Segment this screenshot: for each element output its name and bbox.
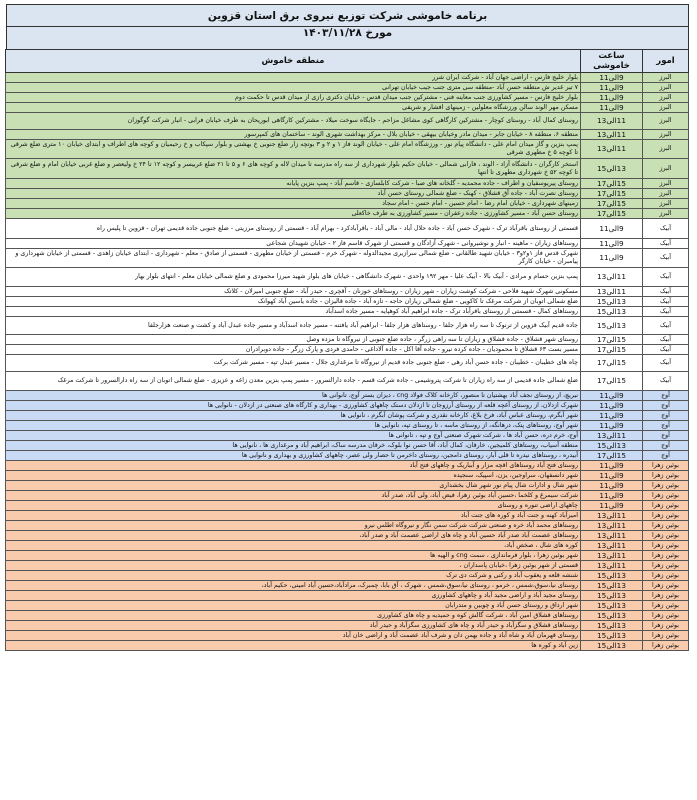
row-time: 9الی11: [581, 249, 643, 268]
table-row: [6, 571, 689, 581]
row-city: آوج: [643, 431, 689, 441]
row-area: قسمتی از روستای باقرآباد ترک - شهرک حسن آباد - جاده حلال آباد - مالی آباد - باقرآبادکرد - بهرام آباد - قسمتی از روستای مرزیتی - ضلع جنوبی جاده قدیمی تهران - قزوین تا پلیس راه: [6, 219, 581, 239]
row-time: 9الی11: [581, 103, 643, 113]
row-area: بلوار خلیج فارس - اراضی جهان آباد - شرکت ایران شرر: [6, 73, 581, 83]
table-row: [6, 611, 689, 621]
table-row: [6, 461, 689, 471]
table-row: [6, 93, 689, 103]
row-city: بوئین زهرا: [643, 461, 689, 471]
table-row: [6, 631, 689, 641]
row-city: بوئین زهرا: [643, 521, 689, 531]
page-title: برنامه خاموشی شرکت توزیع نیروی برق استان قزوین: [6, 4, 689, 26]
table-row: [6, 307, 689, 317]
table-row: [6, 481, 689, 491]
row-time: 9الی11: [581, 471, 643, 481]
row-time: 15الی17: [581, 345, 643, 355]
row-city: بوئین زهرا: [643, 611, 689, 621]
row-time: 15الی17: [581, 335, 643, 345]
table-row: [6, 103, 689, 113]
row-time: 13الی15: [581, 441, 643, 451]
row-area: چاههای اراضی تنوره و روستای: [6, 501, 581, 511]
table-row: [6, 531, 689, 541]
row-area: روستای نیا،سوق،شمس ، خرمو ، روستای نیا،سوق،شمس ، شهرک ، آق بابا، چمبرک، مرادآباد،حسین آباد امینی، حکیم آباد،: [6, 581, 581, 591]
row-city: بوئین زهرا: [643, 541, 689, 551]
row-city: آبیک: [643, 355, 689, 372]
row-city: البرز: [643, 93, 689, 103]
row-city: البرز: [643, 140, 689, 159]
row-area: چاه های خطیبان - خطیبان - جاده حسن آباد رهی - ضلع جنوبی جاده قدیم از نیروگاه تا مرغداری جلال - مسیر عبدل تپه - مسیر شرکت برکت: [6, 355, 581, 372]
row-time: 11الی13: [581, 531, 643, 541]
row-city: البرز: [643, 73, 689, 83]
row-city: البرز: [643, 159, 689, 179]
row-time: 9الی11: [581, 83, 643, 93]
row-area: قسمتی از شهر بوئین زهرا ،خیابان پاسداران ،: [6, 561, 581, 571]
row-city: بوئین زهرا: [643, 601, 689, 611]
row-time: 13الی15: [581, 601, 643, 611]
table-row: [6, 345, 689, 355]
schedule-sheet: [6, 4, 689, 651]
table-row: [6, 317, 689, 335]
row-time: 9الی11: [581, 421, 643, 431]
table-row: [6, 113, 689, 130]
header-area: منطقه خاموش: [6, 50, 581, 73]
row-time: 13الی15: [581, 297, 643, 307]
table-row: [6, 511, 689, 521]
row-area: روستای مجید آباد و اراضی مجید آباد و چاههای کشاورزی: [6, 591, 581, 601]
row-city: بوئین زهرا: [643, 641, 689, 651]
row-area: استخر کارگران - دانشگاه آزاد - الوند ، فارابی شمالی - خیابان حکیم بلوار شهرداری از سه راه مدرسه تا میدان لاله و کوچه های ۶ و ۵ تا ۲۱ ضلع غربیسر و کوچه ۱۲ تا ۲۴ خ ولیعصر و ضلع غربی خیابان امام و ضلع شرقی تا کوچه ۵۲ خ شهرداری مطهری تا انتها: [6, 159, 581, 179]
row-time: 11الی13: [581, 287, 643, 297]
table-row: [6, 249, 689, 268]
row-city: آبیک: [643, 317, 689, 335]
table-row: [6, 411, 689, 421]
table-row: [6, 209, 689, 219]
row-area: ۷ تیر غدیر ش منطقه حسن آباد -منطقه سی متری جنب جیب خیابان تهرانی: [6, 83, 581, 93]
row-city: آبیک: [643, 249, 689, 268]
row-city: آبیک: [643, 372, 689, 391]
row-time: 9الی11: [581, 73, 643, 83]
row-time: 15الی17: [581, 451, 643, 461]
row-city: آوج: [643, 421, 689, 431]
row-time: 15الی17: [581, 199, 643, 209]
table-body: [6, 73, 689, 651]
row-area: روستاهای محمد آباد خره و صنعتی شرکت شرکت سمن نگار و نیروگاه اطلس نیرو: [6, 521, 581, 531]
row-city: البرز: [643, 103, 689, 113]
row-area: امیرآباد کهنه و جنت آباد و کوره های جنت آباد: [6, 511, 581, 521]
table-row: [6, 83, 689, 93]
row-city: بوئین زهرا: [643, 631, 689, 641]
table-row: [6, 451, 689, 461]
row-time: 9الی11: [581, 491, 643, 501]
table-row: [6, 130, 689, 140]
table-row: [6, 401, 689, 411]
table-row: [6, 179, 689, 189]
row-area: مسکن مهر الوند سالن ورزشگاه معلولین - زمینهای افشار و شریفی: [6, 103, 581, 113]
row-city: آوج: [643, 391, 689, 401]
row-area: روستاهای کمال - قسمتی از روستای باقرآباد ترک - جاده ابراهیم آباد کوهپایه - مسیر جاده اسدآباد: [6, 307, 581, 317]
row-area: مسیر بست ۶۳ قشلاق تا محمودیان - جاده کرده نیرو - جاده آقا اکل - جاده آلاداغی - حامدی فردی و پارک زرگر - جاده دوبرادران: [6, 345, 581, 355]
row-area: نیریچ، از روستای نجف آباد بهشتیان تا منصور، کارخانه کلاک فولاد cng ، دیزان بستر آوج، تانوانی ها: [6, 391, 581, 401]
row-time: 15الی17: [581, 209, 643, 219]
row-city: بوئین زهرا: [643, 581, 689, 591]
row-city: بوئین زهرا: [643, 511, 689, 521]
table-row: [6, 268, 689, 287]
row-time: 11الی13: [581, 521, 643, 531]
row-city: آبیک: [643, 268, 689, 287]
row-time: 11الی13: [581, 561, 643, 571]
row-city: آبیک: [643, 345, 689, 355]
row-area: جاده قدیم آبیک قزوین از ترنوک تا سه راه هزار جلفا - روستاهای هزار جلفا - ابراهیم آباد یافتنه - مسیر جاده اسدآباد و مسیر جاده عبدل آباد و کشت و صنعت هزارجلفا: [6, 317, 581, 335]
row-city: بوئین زهرا: [643, 621, 689, 631]
row-city: البرز: [643, 189, 689, 199]
row-city: البرز: [643, 83, 689, 93]
row-area: منطقه آسیاب، روستاهای کلمیجین، خارقان، کمال آباد، آقا حسن نوا بلوک، خرقان مدرسه ساک، ابراهیم آباد و مرغداری ها ، نانوایی ها: [6, 441, 581, 451]
row-time: 11الی13: [581, 551, 643, 561]
row-area: روستای پیریوسفیان و اطراف - جاده محمدیه - گلخانه های صبا - شرکت کابلسازی - قاسم آباد - پمپ بنزین پایانه: [6, 179, 581, 189]
header-time: ساعت خاموشی: [581, 50, 643, 73]
row-time: 11الی13: [581, 113, 643, 130]
row-time: 13الی15: [581, 581, 643, 591]
row-city: بوئین زهرا: [643, 551, 689, 561]
row-city: البرز: [643, 199, 689, 209]
row-time: 15الی17: [581, 372, 643, 391]
row-time: 15الی17: [581, 179, 643, 189]
outage-table: [5, 49, 689, 651]
date-label: مورخ: [365, 27, 393, 39]
row-area: روستاهای عصمت آباد صدر آباد حسین آباد و چاه های اراضی عصمت آباد و صدر آباد،: [6, 531, 581, 541]
row-time: 15الی17: [581, 355, 643, 372]
table-row: [6, 159, 689, 179]
row-city: آبیک: [643, 239, 689, 249]
row-area: زمینهای شهرداری - خیابان امام رضا - امام حسین - امام حسن - امام سجاد: [6, 199, 581, 209]
row-city: بوئین زهرا: [643, 571, 689, 581]
row-area: کوره های شال ، صخص آباد،: [6, 541, 581, 551]
row-time: 9الی11: [581, 239, 643, 249]
row-time: 13الی15: [581, 571, 643, 581]
row-city: آبیک: [643, 287, 689, 297]
row-time: 9الی11: [581, 401, 643, 411]
row-city: آبیک: [643, 297, 689, 307]
table-row: [6, 287, 689, 297]
row-city: البرز: [643, 113, 689, 130]
row-area: روستای نصرت آباد - جاده آق قشلاق - کهنک - ضلع شمالی روستای حسن آباد: [6, 189, 581, 199]
row-area: روستای حسن آباد - مسیر کشاورزی - جاده زعفران - مسیر کشاورزی به طرف خاکعلی: [6, 209, 581, 219]
row-city: بوئین زهرا: [643, 471, 689, 481]
row-area: شهرک قدس فاز ۱و۲و۳ - خیابان شهید طالقانی - ضلع شمالی سرازیری مجیدالدوله - شهرک خرم - قسمتی از خیابان مطهری - قسمتی از صادق - معلم - شهرداری - ابتدای خیابان زاهدی - قسمتی از خیابان شهرداری و پیامبران - خیابان کارگر: [6, 249, 581, 268]
date-line: [6, 26, 689, 49]
row-area: شنشه قلعه و یعقوب آباد و رکنی و شرکت دی ترک: [6, 571, 581, 581]
row-time: 9الی11: [581, 481, 643, 491]
row-time: 13الی15: [581, 641, 643, 651]
row-time: 9الی11: [581, 391, 643, 401]
table-header-row: [6, 50, 689, 73]
row-area: ضلع شمالی جاده قدیمی از سه راه زیاران تا شرکت پتروشیمی - جاده شرکت قسم - جاده دارالسرور - مسیر پمپ بنزین معدن زاغه و عزیزی - ضلع شمالی اتوبان از سه راه دارالسرور تا شرکت مرغک: [6, 372, 581, 391]
table-row: [6, 73, 689, 83]
row-area: پمپ بنزین حسام و مرادی - آبیک بالا - آبیک علیا - مهر ۱۹۲ واحدی - شهرک دانشگاهی - خیابان های بلوار شهید میرزا محمودی و ضلع شمالی خیابان معلم - انتهای بلوار بهار: [6, 268, 581, 287]
row-city: البرز: [643, 179, 689, 189]
row-time: 11الی13: [581, 431, 643, 441]
row-area: منطقه ۶، منطقه ۸ - خیابان جابر - میدان مادر وخیابان بیهقی - خیابان بلال - مرکز بهداشت شهری الوند - ساختمان های کمپرسور: [6, 130, 581, 140]
table-row: [6, 140, 689, 159]
table-row: [6, 372, 689, 391]
row-area: شهر آوج، روستاهای پتک، درهانگه، از روستای ماسه ، تا روستای تپه، نانوایی ها: [6, 421, 581, 431]
table-row: [6, 431, 689, 441]
row-city: بوئین زهرا: [643, 481, 689, 491]
row-area: روستای قهرمان آباد و شاه آباد و جاده بهمن دان و شرف آباد عصمت آباد و اراضی خان آباد: [6, 631, 581, 641]
row-area: روستاهای قشلاق امین آباد ، شرکت گالش کوه و حمیدیه و چاه های کشاورزی: [6, 611, 581, 621]
row-area: روستای شهر قشلاق - جاده قشلاق و زیاران تا سه راهی زرگر ، جاده ضلع جنوبی از نیروگاه تا مزده وصل: [6, 335, 581, 345]
table-row: [6, 189, 689, 199]
row-time: 13الی15: [581, 591, 643, 601]
row-area: ضلع شمالی اتوبان از شرکت مرغک تا کاکویی - ضلع شمالی زیاران حاجه - تازه آباد - جاده قالیزان - جاده یاسین آباد کهوانک: [6, 297, 581, 307]
row-city: آوج: [643, 401, 689, 411]
row-city: بوئین زهرا: [643, 531, 689, 541]
row-area: شرکت سیمرغ و کلخما ،حسین آباد بوئین زهرا، فیض آباد، ولی آباد، صدر آباد: [6, 491, 581, 501]
row-city: آوج: [643, 451, 689, 461]
row-city: آبیک: [643, 219, 689, 239]
row-area: آبیدره ، روستاهای نیدره تا قلی آبار، روستای دامجین، روستای داخرمن تا حصار ولی عصر، چاههای کشاورزی و بهداری و نانوایی ها: [6, 451, 581, 461]
row-time: 13الی15: [581, 317, 643, 335]
row-time: 11الی13: [581, 268, 643, 287]
row-city: بوئین زهرا: [643, 561, 689, 571]
row-time: 9الی11: [581, 461, 643, 471]
table-row: [6, 239, 689, 249]
row-area: مسکونی شهرک شهید فلاحی - شرکت کوشت زیاران - شهر زیاران - روستاهای خوزنان - آقچری - حیدر آباد - ضلع جنوبی امیرلان - کلاتک: [6, 287, 581, 297]
row-city: آوج: [643, 441, 689, 451]
table-row: [6, 199, 689, 209]
table-row: [6, 591, 689, 601]
table-row: [6, 491, 689, 501]
row-time: 13الی15: [581, 611, 643, 621]
table-row: [6, 441, 689, 451]
table-row: [6, 601, 689, 611]
row-area: بلوار خلیج فارس - مسیر کشاورزی جنب معاینه فنی - مشترکین جنب میدان قدس - خیابان دکتری رازی از میدان قدس تا حکمت دوم: [6, 93, 581, 103]
row-area: زین آباد و کوره ها: [6, 641, 581, 651]
row-city: بوئین زهرا: [643, 501, 689, 511]
row-area: پمپ بنزین و گاز میدان امام علی - دانشگاه پیام نور - ورزشگاه امام علی - خیابان الوند فاز ۱ و ۲ و ۳ بوتچه زار ضلع جنوبی خ بهشتی و بلوار سپکاب و خ رحیمیان و کوچه های اطراف و ابتدای خیابان ۱۰ متری ضلع شرقی تا کوچه ۵ خ مطهری شرقی: [6, 140, 581, 159]
row-area: روستای کمال آباد - روستای کوچار - مشترکین کارگاهی کوی مشاغل مزاحم - جایگاه سوخت میلاد - مشترکین کارگاهی ابوریحان به طرف خیابان فرابی - انبار شرکت گوگوزان: [6, 113, 581, 130]
table-row: [6, 581, 689, 591]
row-area: روستای فتح آباد روستاهای اقچه مزار و آبباریک و چاههای فتح آباد: [6, 461, 581, 471]
row-city: بوئین زهرا: [643, 491, 689, 501]
row-time: 11الی13: [581, 140, 643, 159]
row-city: آبیک: [643, 307, 689, 317]
table-row: [6, 551, 689, 561]
table-row: [6, 641, 689, 651]
row-time: 9الی11: [581, 501, 643, 511]
row-time: 13الی15: [581, 159, 643, 179]
table-row: [6, 355, 689, 372]
table-row: [6, 561, 689, 571]
row-time: 13الی15: [581, 631, 643, 641]
table-row: [6, 501, 689, 511]
row-area: شهر دانسفهان، سراوجین، یزن، اسپیک، سنجیده: [6, 471, 581, 481]
row-area: روستاهای زیاران - ماهینه - انبار و نوشیروانی - شهرک آزادگان و قسمتی از شهرک قاسم فاز ۲ - خیابان شهیدان شجاعی: [6, 239, 581, 249]
row-time: 11الی13: [581, 511, 643, 521]
row-city: آوج: [643, 411, 689, 421]
row-city: البرز: [643, 130, 689, 140]
row-area: روستاهای قشلاق و سگزآباد و حیدر آباد و چاه های کشاورزی سگزآباد و حیدر آباد: [6, 621, 581, 631]
table-row: [6, 421, 689, 431]
table-row: [6, 335, 689, 345]
row-area: شهر آبگرم، روستای عباس آباد، فرخ بلاغ، کارخانه نقدری و شرکت پوشان آبگرم ، نانوایی ها: [6, 411, 581, 421]
row-time: 15الی17: [581, 189, 643, 199]
row-time: 11الی13: [581, 541, 643, 551]
header-city: امور: [643, 50, 689, 73]
row-city: البرز: [643, 209, 689, 219]
row-area: شهر ارداق و روستای حسن آباد و چوبین و متدرابان: [6, 601, 581, 611]
table-row: [6, 471, 689, 481]
row-time: 11الی13: [581, 130, 643, 140]
table-row: [6, 541, 689, 551]
row-time: 13الی15: [581, 307, 643, 317]
row-time: 9الی11: [581, 93, 643, 103]
row-city: بوئین زهرا: [643, 591, 689, 601]
table-row: [6, 219, 689, 239]
table-row: [6, 391, 689, 401]
row-time: 9الی11: [581, 219, 643, 239]
row-city: آبیک: [643, 335, 689, 345]
table-row: [6, 521, 689, 531]
row-time: 13الی15: [581, 621, 643, 631]
row-area: شهرک ازدلان، از روستای آغچه قلعه از روستای آرزوجان تا ازدلان دستک چاههای کشاورزی - بهداری و کارگاه های صنعتی در ازدلان - نانوایی ها: [6, 401, 581, 411]
table-row: [6, 621, 689, 631]
row-area: آوج، خرم دره، حسن آباد ها ، شرکت شهرک صنعتی آوج و تپه ، تانوانی ها: [6, 431, 581, 441]
date-value: ۱۴۰۳/۱۱/۲۸: [302, 27, 362, 39]
row-time: 9الی11: [581, 411, 643, 421]
table-row: [6, 297, 689, 307]
row-area: شهر شال و ادارات شال پیام نور شهر شال بخشداری: [6, 481, 581, 491]
row-area: شهر بوئین زهرا ، بلوار فرماندازی ، سمت cng و الهیه ها: [6, 551, 581, 561]
